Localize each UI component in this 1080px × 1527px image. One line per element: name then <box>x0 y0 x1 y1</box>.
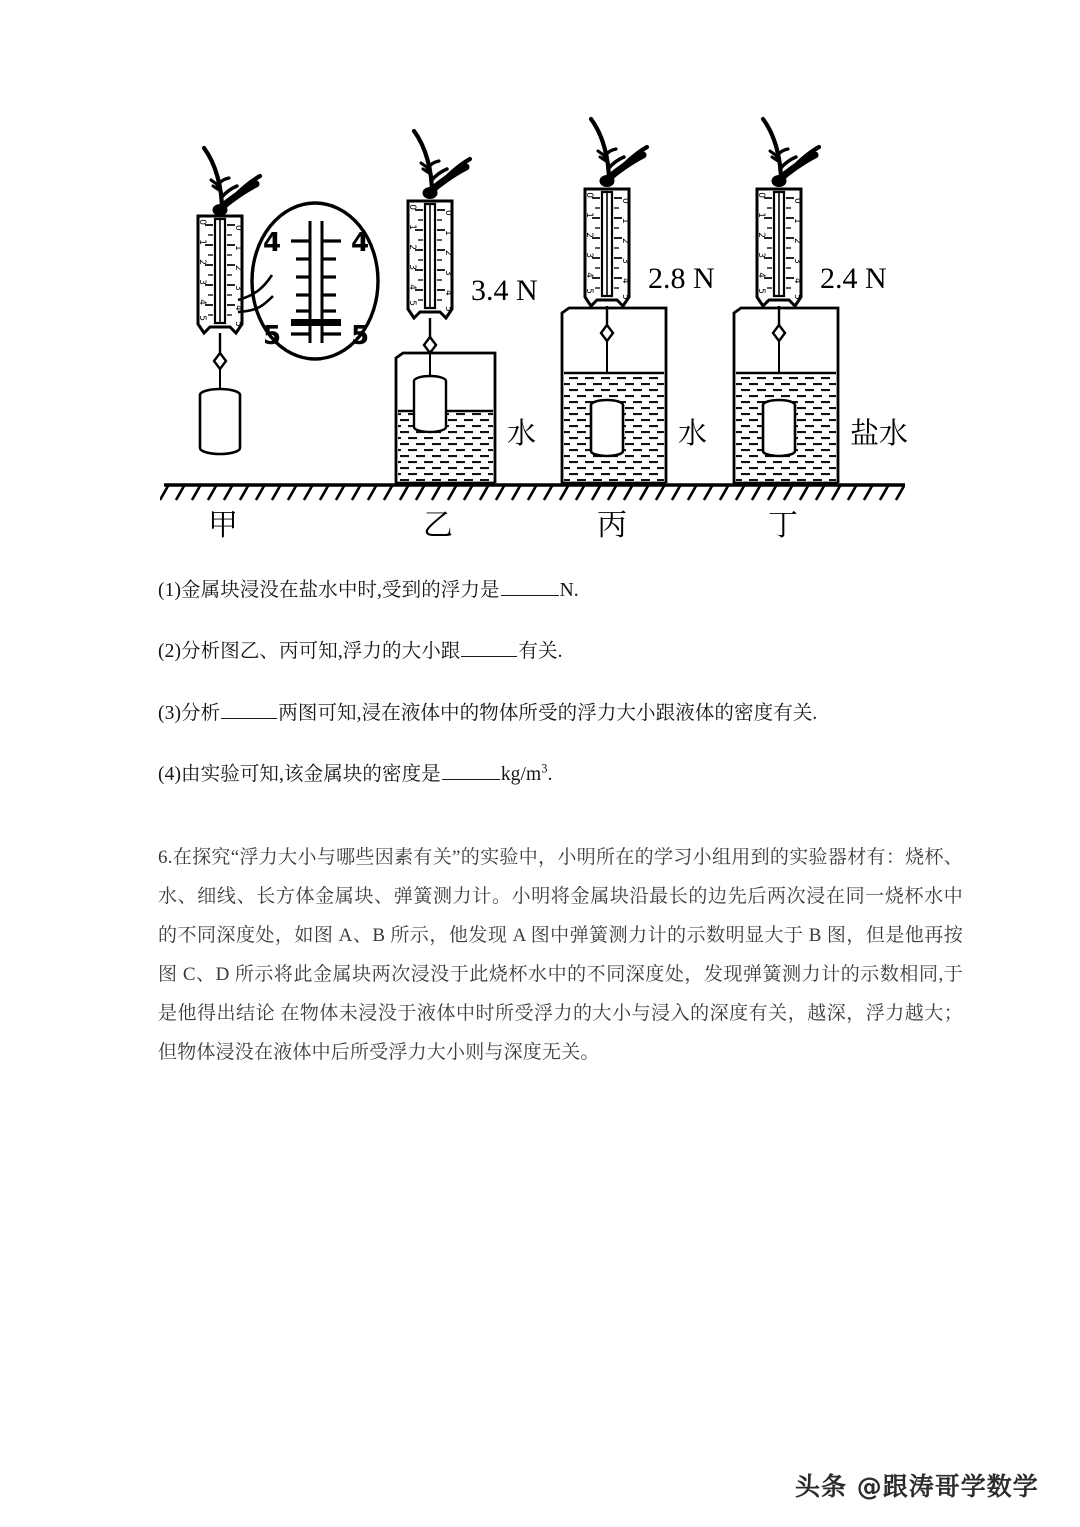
question-6-paragraph <box>158 838 963 1072</box>
svg-text:5: 5 <box>407 300 417 306</box>
svg-text:4: 4 <box>584 272 594 278</box>
svg-text:5: 5 <box>584 288 594 294</box>
subquestion-1-unit: N. <box>559 580 579 601</box>
answer-blank-3[interactable] <box>221 718 277 719</box>
svg-text:4: 4 <box>620 278 630 284</box>
svg-text:2: 2 <box>233 265 243 271</box>
svg-text:5: 5 <box>792 294 802 300</box>
svg-text:3: 3 <box>407 264 417 270</box>
answer-blank-1[interactable] <box>501 595 559 596</box>
liquid-label-ding: 盐水 <box>850 416 909 450</box>
svg-text:4: 4 <box>407 284 417 290</box>
callout-label-4-left: 4 <box>262 228 282 258</box>
svg-text:2: 2 <box>792 238 802 244</box>
metal-block-ding <box>763 400 795 456</box>
callout-label-5-right: 5 <box>350 321 370 351</box>
liquid-label-bing: 水 <box>678 416 708 450</box>
watermark-text: 头条 @跟涛哥学数学 <box>795 1472 1039 1501</box>
svg-text:0: 0 <box>756 192 766 198</box>
panel-ding <box>734 119 908 483</box>
svg-text:4: 4 <box>443 290 453 296</box>
svg-text:4: 4 <box>197 299 207 305</box>
question-6-text: 6.在探究“浮力大小与哪些因素有关”的实验中，小明所在的学习小组用到的实验器材有：烧杯、水、细线、长方体金属块、弹簧测力计。小明将金属块沿最长的边先后两次浸在同一烧杯水中的不同深度处，如图 A、B 所示，他发现 A 图中弹簧测力计的示数明显大于 B 图，但是他再按图 C、D 所示将此金属块两次浸没于此烧杯水中的不同深度处，发现弹簧测力计的示数相同,于是他得出结论 在物体未浸没于液体中时所受浮力的大小与浸入的深度有关，越深，浮力越大；但物体浸没在液体中后所受浮力大小则与深度无关。 <box>158 847 963 1063</box>
svg-text:3: 3 <box>197 279 207 285</box>
svg-text:0: 0 <box>407 204 417 210</box>
svg-text:0: 0 <box>620 198 630 204</box>
svg-text:1: 1 <box>233 245 243 251</box>
subquestion-3-tail: 两图可知,浸在液体中的物体所受的浮力大小跟液体的密度有关. <box>278 702 818 724</box>
svg-text:1: 1 <box>620 218 630 224</box>
subquestion-1-text: (1)金属块浸没在盐水中时,受到的浮力是 <box>158 580 500 601</box>
panel-jia <box>197 148 378 454</box>
svg-text:0: 0 <box>792 198 802 204</box>
svg-text:2: 2 <box>407 244 417 250</box>
spring-scale-bing <box>584 189 630 401</box>
panel-caption-bing: 丙 <box>597 508 627 543</box>
metal-block-jia <box>200 389 240 454</box>
callout-label-5-left: 5 <box>262 321 282 351</box>
panel-caption-yi: 乙 <box>423 508 453 543</box>
watermark <box>795 1467 1039 1503</box>
svg-text:1: 1 <box>407 224 417 230</box>
svg-text:1: 1 <box>756 212 766 218</box>
metal-block-bing <box>591 400 623 456</box>
svg-text:1: 1 <box>443 230 453 236</box>
svg-text:2: 2 <box>756 232 766 238</box>
subquestion-4 <box>158 762 978 788</box>
subquestion-2-tail: 有关. <box>518 641 563 663</box>
svg-text:4: 4 <box>233 305 243 311</box>
svg-text:5: 5 <box>620 294 630 300</box>
subquestion-2 <box>158 639 978 665</box>
svg-text:3: 3 <box>443 270 453 276</box>
reading-label-bing: 2.8 N <box>648 262 715 295</box>
svg-text:5: 5 <box>233 321 243 327</box>
subquestion-4-tail: . <box>547 763 553 785</box>
spring-scale-ding <box>756 189 802 401</box>
reading-label-ding: 2.4 N <box>820 262 887 295</box>
svg-text:1: 1 <box>197 239 207 245</box>
svg-text:5: 5 <box>443 306 453 312</box>
subquestion-list <box>158 578 978 823</box>
scale-magnifier-callout <box>238 203 378 359</box>
svg-text:4: 4 <box>756 272 766 278</box>
subquestion-4-exponent: 3 <box>541 761 548 776</box>
svg-text:2: 2 <box>584 232 594 238</box>
subquestion-3-text: (3)分析 <box>158 702 221 724</box>
subquestion-2-text: (2)分析图乙、丙可知,浮力的大小跟 <box>158 641 461 663</box>
svg-text:3: 3 <box>620 258 630 264</box>
answer-blank-4[interactable] <box>442 779 500 780</box>
svg-text:3: 3 <box>756 252 766 258</box>
liquid-label-yi: 水 <box>507 416 537 450</box>
panel-bing <box>562 119 715 483</box>
subquestion-4-text: (4)由实验可知,该金属块的密度是 <box>158 763 441 785</box>
svg-text:3: 3 <box>233 285 243 291</box>
svg-text:1: 1 <box>584 212 594 218</box>
svg-text:3: 3 <box>792 258 802 264</box>
metal-block-yi <box>414 376 446 432</box>
panel-caption-ding: 丁 <box>768 508 798 543</box>
svg-text:2: 2 <box>197 259 207 265</box>
subquestion-3 <box>158 701 978 727</box>
callout-label-4-right: 4 <box>350 228 370 258</box>
subquestion-1 <box>158 578 978 604</box>
svg-text:5: 5 <box>756 288 766 294</box>
physics-experiment-figure <box>160 115 920 545</box>
answer-blank-2[interactable] <box>461 656 517 657</box>
reading-label-yi: 3.4 N <box>471 274 538 307</box>
panel-caption-jia: 甲 <box>208 508 238 543</box>
panel-yi <box>396 131 538 483</box>
svg-text:4: 4 <box>792 278 802 284</box>
svg-text:2: 2 <box>620 238 630 244</box>
svg-text:0: 0 <box>197 219 207 225</box>
spring-scale-yi <box>407 201 453 377</box>
subquestion-4-unit: kg/m <box>500 763 542 785</box>
svg-text:2: 2 <box>443 250 453 256</box>
svg-text:5: 5 <box>197 315 207 321</box>
spring-scale-jia <box>197 216 243 391</box>
svg-text:1: 1 <box>792 218 802 224</box>
svg-text:3: 3 <box>584 252 594 258</box>
svg-text:0: 0 <box>233 225 243 231</box>
svg-text:0: 0 <box>584 192 594 198</box>
ground-line <box>160 485 905 500</box>
svg-text:0: 0 <box>443 210 453 216</box>
